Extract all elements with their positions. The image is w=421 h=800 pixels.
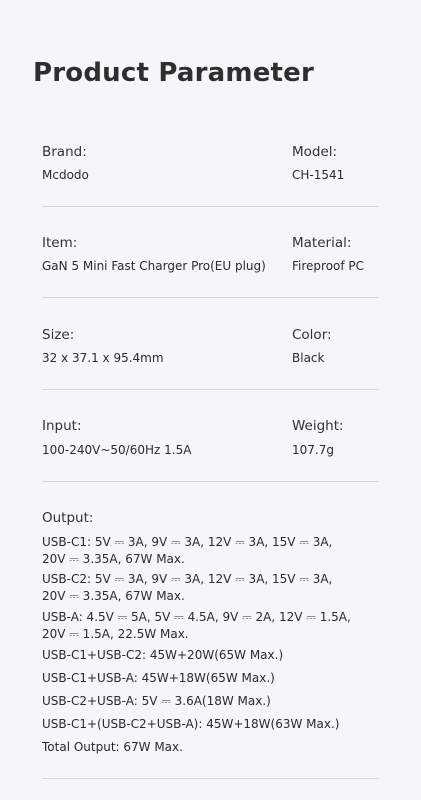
output-line-cont: 20V ⎓ 1.5A, 22.5W Max. (42, 627, 189, 641)
output-line: USB-C1: 5V ⎓ 3A, 9V ⎓ 3A, 12V ⎓ 3A, 15V ⎓ 3A, (42, 535, 333, 549)
weight-value: 107.7g (292, 443, 334, 457)
output-c2-a: USB-C2+USB-A: 5V ⎓ 3.6A(18W Max.) (42, 694, 271, 708)
brand-label: Brand: (42, 144, 87, 160)
output-usb-c1 (42, 534, 382, 568)
divider (42, 481, 379, 482)
weight-label: Weight: (292, 418, 344, 434)
item-label: Item: (42, 235, 78, 251)
color-label: Color: (292, 327, 332, 343)
input-label: Input: (42, 418, 82, 434)
output-usb-c2 (42, 571, 382, 605)
output-c1-c2: USB-C1+USB-C2: 45W+20W(65W Max.) (42, 648, 284, 662)
divider (42, 778, 379, 779)
divider (42, 297, 379, 298)
model-label: Model: (292, 144, 338, 160)
output-label: Output: (42, 510, 94, 526)
color-value: Black (292, 351, 325, 365)
material-label: Material: (292, 235, 352, 251)
output-usb-a (42, 609, 382, 643)
brand-value: Mcdodo (42, 168, 89, 182)
divider (42, 389, 379, 390)
output-line: USB-C2: 5V ⎓ 3A, 9V ⎓ 3A, 12V ⎓ 3A, 15V ⎓ 3A, (42, 572, 333, 586)
model-value: CH-1541 (292, 168, 345, 182)
input-value: 100-240V~50/60Hz 1.5A (42, 443, 192, 457)
output-line-cont: 20V ⎓ 3.35A, 67W Max. (42, 552, 185, 566)
page-title: Product Parameter (33, 58, 315, 88)
size-label: Size: (42, 327, 75, 343)
output-line: USB-A: 4.5V ⎓ 5A, 5V ⎓ 4.5A, 9V ⎓ 2A, 12V ⎓ 1.5A, (42, 610, 351, 624)
output-c1-c2-a: USB-C1+(USB-C2+USB-A): 45W+18W(63W Max.) (42, 717, 340, 731)
item-value: GaN 5 Mini Fast Charger Pro(EU plug) (42, 259, 266, 273)
size-value: 32 x 37.1 x 95.4mm (42, 351, 164, 365)
material-value: Fireproof PC (292, 259, 365, 273)
output-c1-a: USB-C1+USB-A: 45W+18W(65W Max.) (42, 671, 275, 685)
output-total: Total Output: 67W Max. (42, 740, 183, 754)
output-line-cont: 20V ⎓ 3.35A, 67W Max. (42, 589, 185, 603)
divider (42, 206, 379, 207)
